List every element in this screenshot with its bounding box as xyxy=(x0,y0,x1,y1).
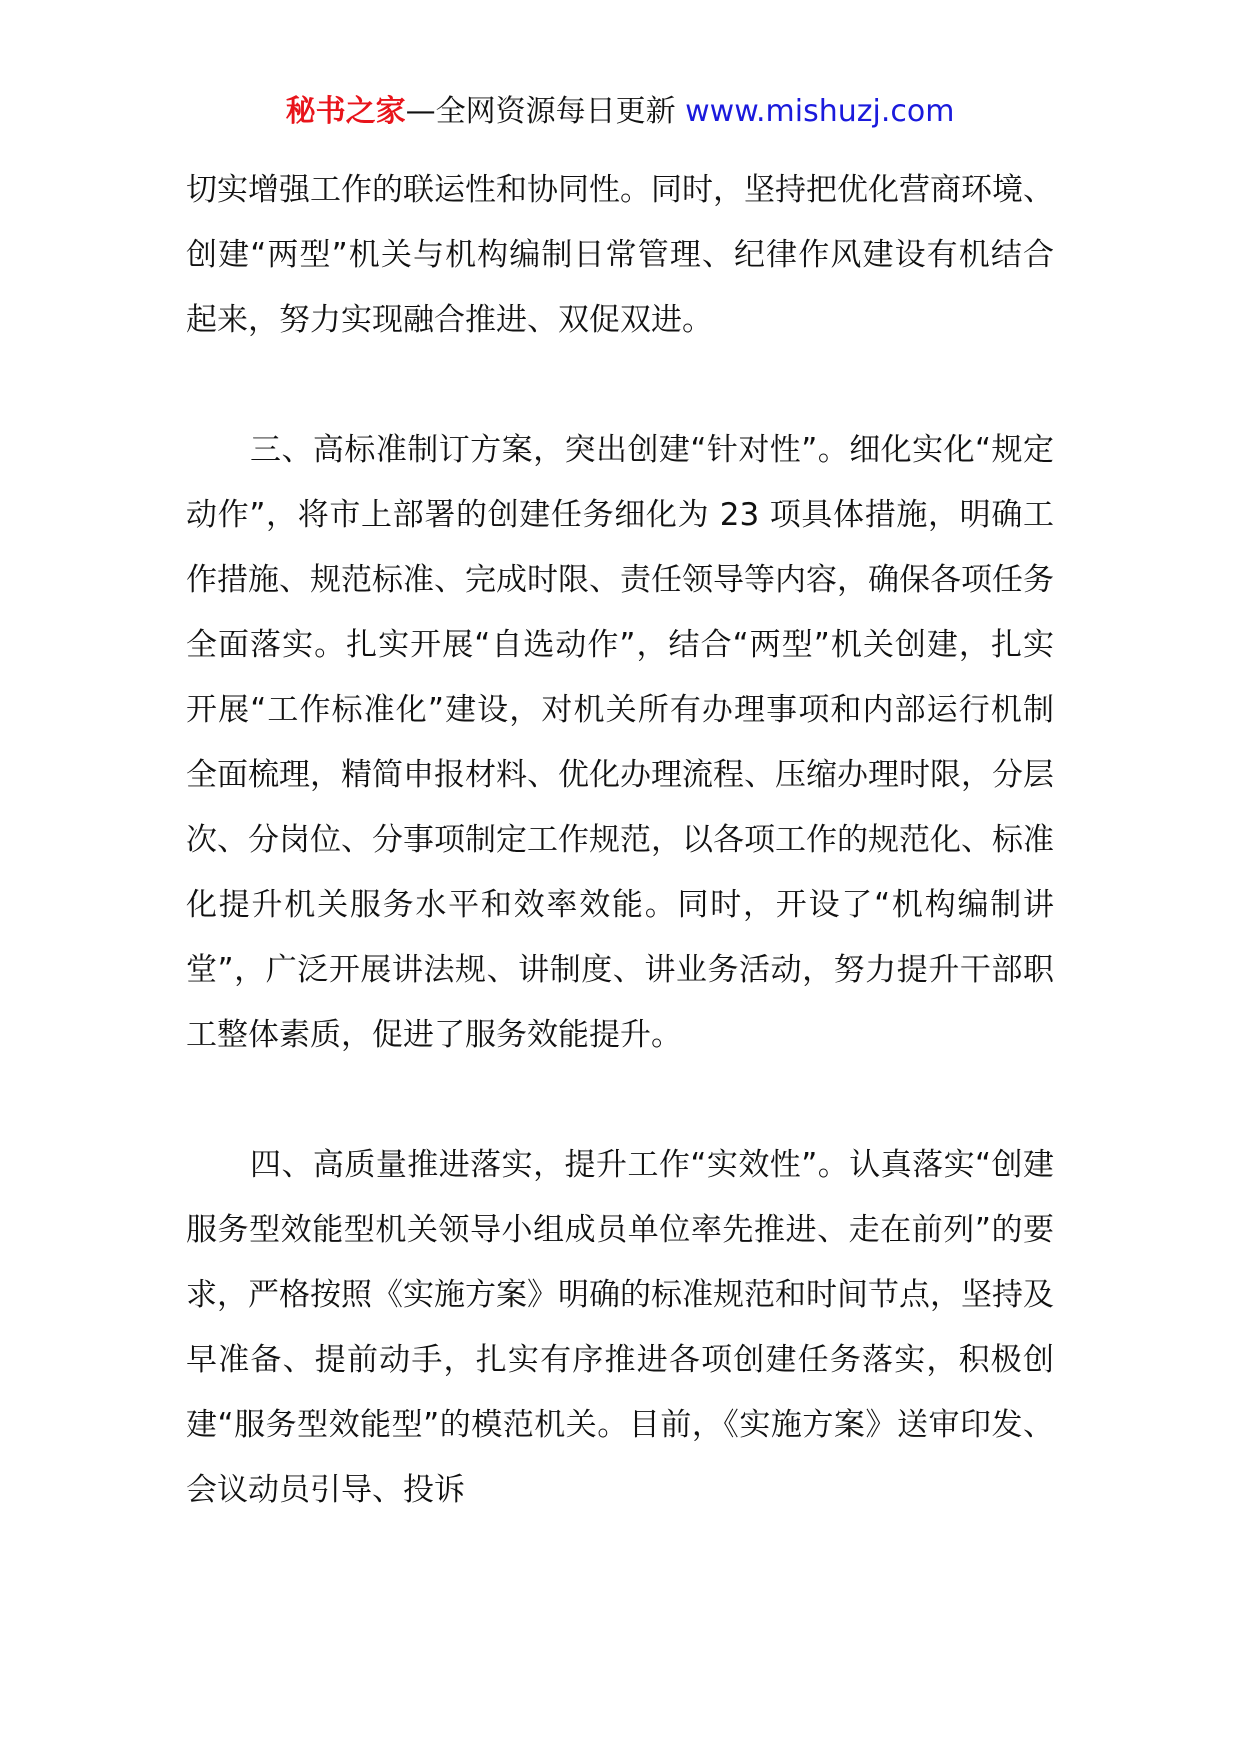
paragraph-section-three: 三、高标准制订方案，突出创建“针对性”。细化实化“规定动作”，将市上部署的创建任务细化为 23 项具体措施，明确工作措施、规范标准、完成时限、责任领导等内容，确保各项任务全面落实。扎实开展“自选动作”，结合“两型”机关创建，扎实开展“工作标准化”建设，对机关所有办理事项和内部运行机制全面梳理，精简申报材料、优化办理流程、压缩办理时限，分层次、分岗位、分事项制定工作规范，以各项工作的规范化、标准化提升机关服务水平和效率效能。同时，开设了“机构编制讲堂”，广泛开展讲法规、讲制度、讲业务活动，努力提升干部职工整体素质，促进了服务效能提升。 xyxy=(186,432,1054,1053)
paragraph-spacer xyxy=(186,353,1054,418)
site-tagline: —全网资源每日更新 xyxy=(405,94,676,129)
site-url-link[interactable]: www.mishuzj.com xyxy=(685,94,955,129)
paragraph-section-four: 四、高质量推进落实，提升工作“实效性”。认真落实“创建服务型效能型机关领导小组成员单位率先推进、走在前列”的要求，严格按照《实施方案》明确的标准规范和时间节点，坚持及早准备、提前动手，扎实有序推进各项创建任务落实，积极创建“服务型效能型”的模范机关。目前，《实施方案》送审印发、会议动员引导、投诉 xyxy=(186,1147,1054,1508)
site-header xyxy=(0,92,1240,132)
paragraph-spacer xyxy=(186,1068,1054,1133)
site-brand: 秘书之家 xyxy=(285,94,406,129)
document-body xyxy=(186,158,1054,1523)
paragraph-continuation: 切实增强工作的联运性和协同性。同时，坚持把优化营商环境、创建“两型”机关与机构编制日常管理、纪律作风建设有机结合起来，努力实现融合推进、双促双进。 xyxy=(186,172,1054,338)
